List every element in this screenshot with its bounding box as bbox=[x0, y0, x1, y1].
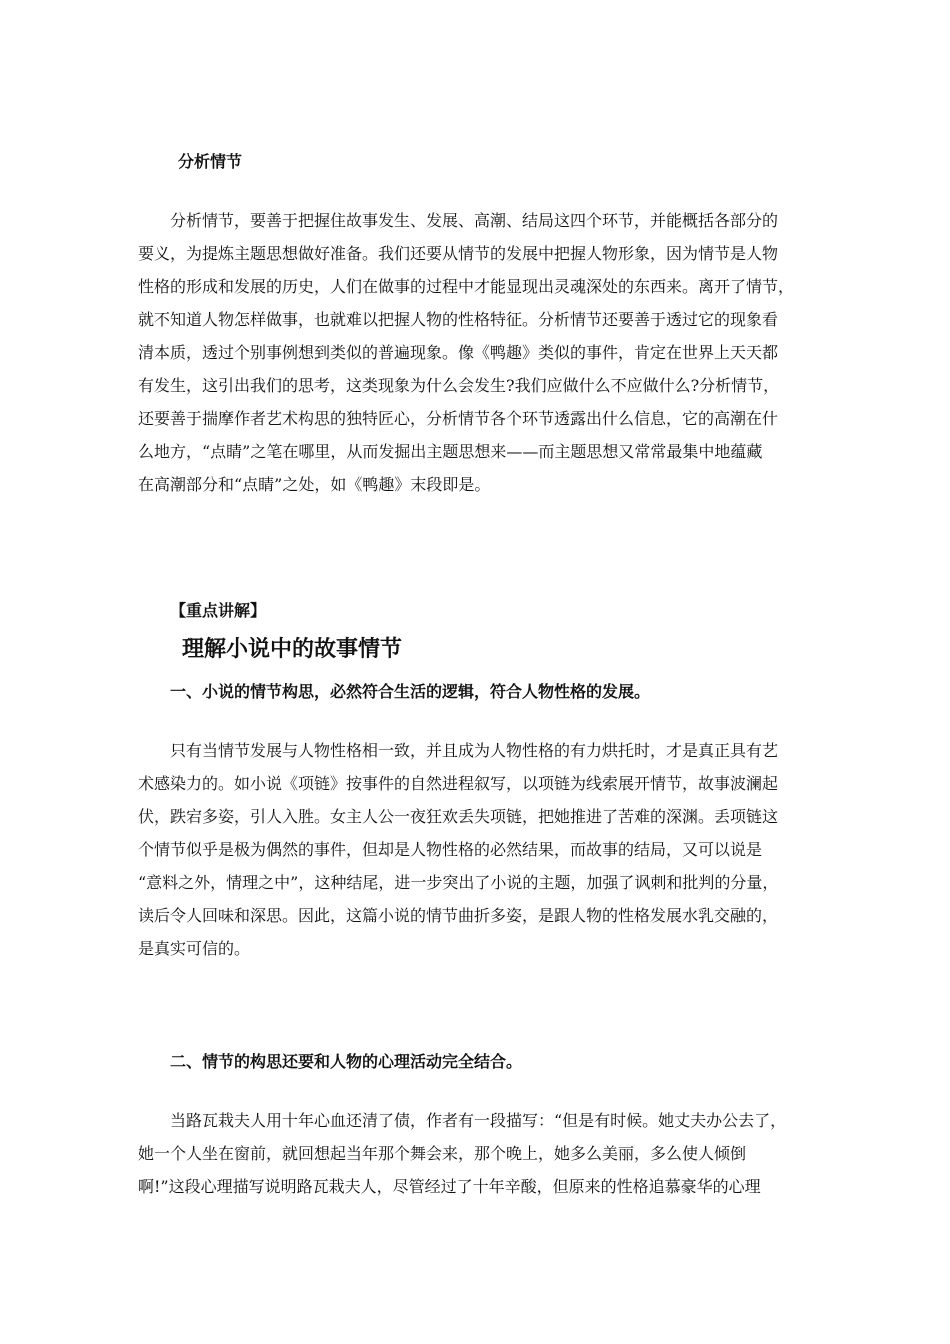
paragraph-line: 啊!”这段心理描写说明路瓦栽夫人，尽管经过了十年辛酸，但原来的性格追慕豪华的心理 bbox=[138, 1177, 761, 1196]
key-explanation-label: 【重点讲解】 bbox=[170, 601, 267, 620]
paragraph-line: 要义，为提炼主题思想做好准备。我们还要从情节的发展中把握人物形象，因为情节是人物 bbox=[138, 244, 779, 263]
paragraph-analysis bbox=[138, 204, 828, 501]
paragraph-line: 有发生，这引出我们的思考，这类现象为什么会发生?我们应做什么不应做什么?分析情节， bbox=[138, 376, 780, 395]
point-two-heading: 二、情节的构思还要和人物的心理活动完全结合。 bbox=[170, 1052, 523, 1071]
paragraph-line: 读后令人回味和深思。因此，这篇小说的情节曲折多姿，是跟人物的性格发展水乳交融的， bbox=[138, 906, 779, 925]
section-heading-analysis: 分析情节 bbox=[178, 152, 243, 171]
paragraph-line: 伏，跌宕多姿，引人入胜。女主人公一夜狂欢丢失项链，把她推进了苦难的深渊。丢项链这 bbox=[138, 807, 779, 826]
paragraph-point-one bbox=[138, 734, 828, 965]
paragraph-line: 清本质，透过个别事例想到类似的普遍现象。像《鸭趣》类似的事件，肯定在世界上天天都 bbox=[138, 343, 779, 362]
point-one-heading: 一、小说的情节构思，必然符合生活的逻辑，符合人物性格的发展。 bbox=[170, 682, 651, 701]
paragraph-line: 她一个人坐在窗前，就回想起当年那个舞会来，那个晚上，她多么美丽，多么使人倾倒 bbox=[138, 1144, 747, 1163]
paragraph-line: 还要善于揣摩作者艺术构思的独特匠心，分析情节各个环节透露出什么信息，它的高潮在什 bbox=[138, 409, 779, 428]
paragraph-line: 么地方，“点睛”之笔在哪里，从而发掘出主题思想来——而主题思想又常常最集中地蕴藏 bbox=[138, 442, 763, 461]
paragraph-line: 在高潮部分和“点睛”之处，如《鸭趣》末段即是。 bbox=[138, 475, 491, 494]
paragraph-line: 个情节似乎是极为偶然的事件，但却是人物性格的必然结果，而故事的结局，又可以说是 bbox=[138, 840, 763, 859]
paragraph-line: 只有当情节发展与人物性格相一致，并且成为人物性格的有力烘托时，才是真正具有艺 bbox=[138, 741, 779, 760]
paragraph-point-two bbox=[138, 1104, 828, 1203]
paragraph-line: 是真实可信的。 bbox=[138, 939, 251, 958]
paragraph-line: 术感染力的。如小说《项链》按事件的自然进程叙写，以项链为线索展开情节，故事波澜起 bbox=[138, 774, 779, 793]
paragraph-line: 分析情节，要善于把握住故事发生、发展、高潮、结局这四个环节，并能概括各部分的 bbox=[138, 211, 779, 230]
main-title: 理解小说中的故事情节 bbox=[182, 637, 403, 662]
paragraph-line: 当路瓦栽夫人用十年心血还清了债，作者有一段描写：“但是有时候。她丈夫办公去了， bbox=[138, 1111, 787, 1130]
paragraph-line: 就不知道人物怎样做事，也就难以把握人物的性格特征。分析情节还要善于透过它的现象看 bbox=[138, 310, 779, 329]
paragraph-line: 性格的形成和发展的历史，人们在做事的过程中才能显现出灵魂深处的东西来。离开了情节， bbox=[138, 277, 795, 296]
paragraph-line: “意料之外，情理之中”，这种结尾，进一步突出了小说的主题，加强了讽刺和批判的分量， bbox=[138, 873, 779, 892]
